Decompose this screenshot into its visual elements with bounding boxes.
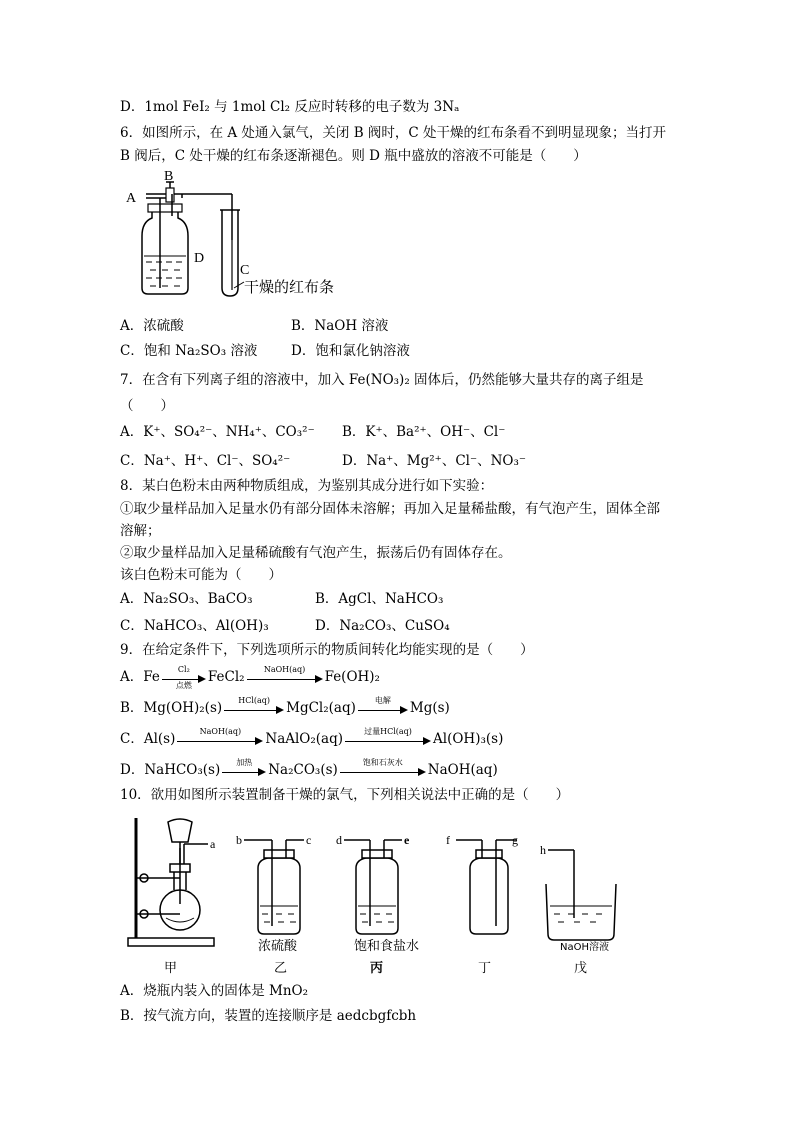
q9-option-d	[120, 757, 498, 780]
q10-caption-bing: 丙	[370, 961, 384, 976]
q9-c-cond1-top: NaOH(aq)	[199, 726, 242, 736]
q9-d-species2: Na₂CO₃(s)	[268, 762, 338, 778]
q6-stem-line2: B 阀后，C 处干燥的红布条逐渐褪色。则 D 瓶中盛放的溶液不可能是（ ）	[120, 148, 587, 164]
q9-option-b	[120, 695, 450, 718]
q9-c-arrow2	[345, 726, 431, 747]
q10-label-e: e	[404, 833, 410, 847]
q10-caption-yi-liquid: 浓硫酸	[258, 939, 298, 954]
q8-stem-line2: ①取少量样品加入足量水仍有部分固体未溶解；再加入足量稀盐酸，有气泡产生，固体全部	[120, 501, 660, 517]
q10-option-a: A．烧瓶内装入的固体是 MnO₂	[120, 983, 309, 999]
q5-option-d: D．1mol FeI₂ 与 1mol Cl₂ 反应时转移的电子数为 3Nₐ	[120, 99, 460, 115]
q6-label-b: B	[164, 170, 174, 184]
q8-option-b: B．AgCl、NaHCO₃	[315, 591, 444, 607]
q9-c-arrow1	[177, 726, 263, 747]
q8-stem-line3: 溶解；	[120, 523, 161, 539]
q9-a-species1: Fe	[143, 669, 160, 685]
apparatus-wu	[546, 850, 616, 940]
q9-b-species2: MgCl₂(aq)	[286, 700, 356, 716]
q10-caption-yi: 乙	[274, 961, 288, 976]
q10-caption-wu: 戊	[574, 961, 588, 976]
q10-caption-bing-liquid: 饱和食盐水	[354, 939, 420, 954]
apparatus-yi	[244, 840, 304, 934]
q9-d-cond1-top: 加热	[236, 757, 253, 767]
q9-d-label: D．	[120, 762, 145, 778]
q9-stem: 9．在给定条件下，下列选项所示的物质间转化均能实现的是（ ）	[120, 642, 534, 658]
q9-a-cond1-bottom: 点燃	[175, 680, 192, 690]
q10-caption-jia: 甲	[164, 961, 178, 976]
q10-label-h2: h	[540, 843, 546, 857]
q10-apparatus-figure	[118, 808, 658, 978]
q9-d-arrow1	[222, 757, 266, 778]
q10-label-f: f	[446, 833, 450, 847]
q7-stem-line2: （ ）	[120, 398, 174, 414]
q6-option-d: D．饱和氯化钠溶液	[291, 343, 410, 359]
yi-liquid-dashes	[262, 914, 296, 922]
q9-c-species1: Al(s)	[143, 731, 176, 747]
q8-stem-line5: 该白色粉末可能为（ ）	[120, 567, 282, 583]
q10-stem: 10．欲用如图所示装置制备干燥的氯气，下列相关说法中正确的是（ ）	[120, 787, 570, 803]
q9-a-species3: Fe(OH)₂	[324, 669, 380, 685]
q6-label-d: D	[194, 251, 205, 266]
q9-b-cond2-top: 电解	[374, 695, 391, 705]
q10-label-b: b	[236, 833, 242, 847]
q6-option-c: C．饱和 Na₂SO₃ 溶液	[120, 343, 258, 359]
q7-stem-line1: 7．在含有下列离子组的溶液中，加入 Fe(NO₃)₂ 固体后，仍然能够大量共存的离子组是	[120, 372, 644, 388]
q9-c-cond2-top: 过量HCl(aq)	[364, 726, 412, 736]
bing-liquid-dashes	[360, 914, 394, 922]
q9-c-species3: Al(OH)₃(s)	[433, 731, 504, 747]
q9-option-c	[120, 726, 504, 749]
q9-option-a	[120, 664, 380, 690]
q9-a-cond2-top: NaOH(aq)	[263, 664, 306, 674]
q10-caption-ding: 丁	[478, 961, 492, 976]
wu-liquid-dashes	[554, 914, 602, 922]
q6-label-a: A	[126, 191, 137, 206]
q8-option-c: C．NaHCO₃、Al(OH)₃	[120, 618, 269, 634]
q9-d-species3: NaOH(aq)	[427, 762, 498, 778]
q9-b-species3: Mg(s)	[409, 700, 450, 716]
q6-stem-line1: 6．如图所示，在 A 处通入氯气，关闭 B 阀时，C 处干燥的红布条看不到明显现象；当打开	[120, 125, 667, 141]
q9-d-cond2-top: 饱和石灰水	[362, 757, 403, 767]
q10-label-c: c	[306, 833, 312, 847]
q8-option-d: D．Na₂CO₃、CuSO₄	[315, 618, 450, 634]
q7-option-a: A．K⁺、SO₄²⁻、NH₄⁺、CO₃²⁻	[120, 424, 315, 440]
q10-label-a: a	[210, 837, 216, 851]
q9-b-cond1-top: HCl(aq)	[238, 695, 271, 705]
q6-option-b: B．NaOH 溶液	[291, 318, 389, 334]
q8-stem-line1: 8．某白色粉末由两种物质组成，为鉴别其成分进行如下实验：	[120, 478, 494, 494]
q9-a-label: A．	[120, 669, 144, 685]
q9-b-arrow2	[358, 695, 408, 716]
q6-option-a: A．浓硫酸	[120, 318, 184, 334]
q8-stem-line4: ②取少量样品加入足量稀硫酸有气泡产生，振荡后仍有固体存在。	[120, 545, 512, 561]
q7-option-c: C．Na⁺、H⁺、Cl⁻、SO₄²⁻	[120, 453, 291, 469]
q7-option-b: B．K⁺、Ba²⁺、OH⁻、Cl⁻	[342, 424, 506, 440]
q9-c-species2: NaAlO₂(aq)	[265, 731, 344, 747]
q9-a-cond1-top: Cl₂	[177, 664, 190, 674]
q9-b-species1: Mg(OH)₂(s)	[143, 700, 223, 716]
q9-c-label: C．	[120, 731, 144, 747]
q9-a-arrow2	[247, 664, 323, 685]
q9-a-arrow1	[162, 664, 206, 690]
q10-option-b: B．按气流方向，装置的连接顺序是 aedcbgfcbh	[120, 1008, 417, 1024]
q6-label-c: C	[240, 263, 250, 278]
q6-apparatus-figure	[122, 170, 372, 305]
q10-label-g: g	[512, 833, 518, 847]
q9-b-arrow1	[224, 695, 284, 716]
q6-figure-caption: 干燥的红布条	[244, 278, 335, 296]
q8-option-a: A．Na₂SO₃、BaCO₃	[120, 591, 253, 607]
q10-caption-wu-liquid: NaOH溶液	[560, 942, 609, 953]
q9-a-species2: FeCl₂	[207, 669, 245, 685]
apparatus-ding	[456, 840, 516, 934]
q7-option-d: D．Na⁺、Mg²⁺、Cl⁻、NO₃⁻	[342, 453, 527, 469]
q9-b-label: B．	[120, 700, 144, 716]
apparatus-jia	[128, 818, 214, 946]
q9-d-arrow2	[340, 757, 426, 778]
q10-label-d: d	[336, 833, 342, 847]
apparatus-bing	[344, 840, 402, 934]
q9-d-species1: NaHCO₃(s)	[144, 762, 221, 778]
